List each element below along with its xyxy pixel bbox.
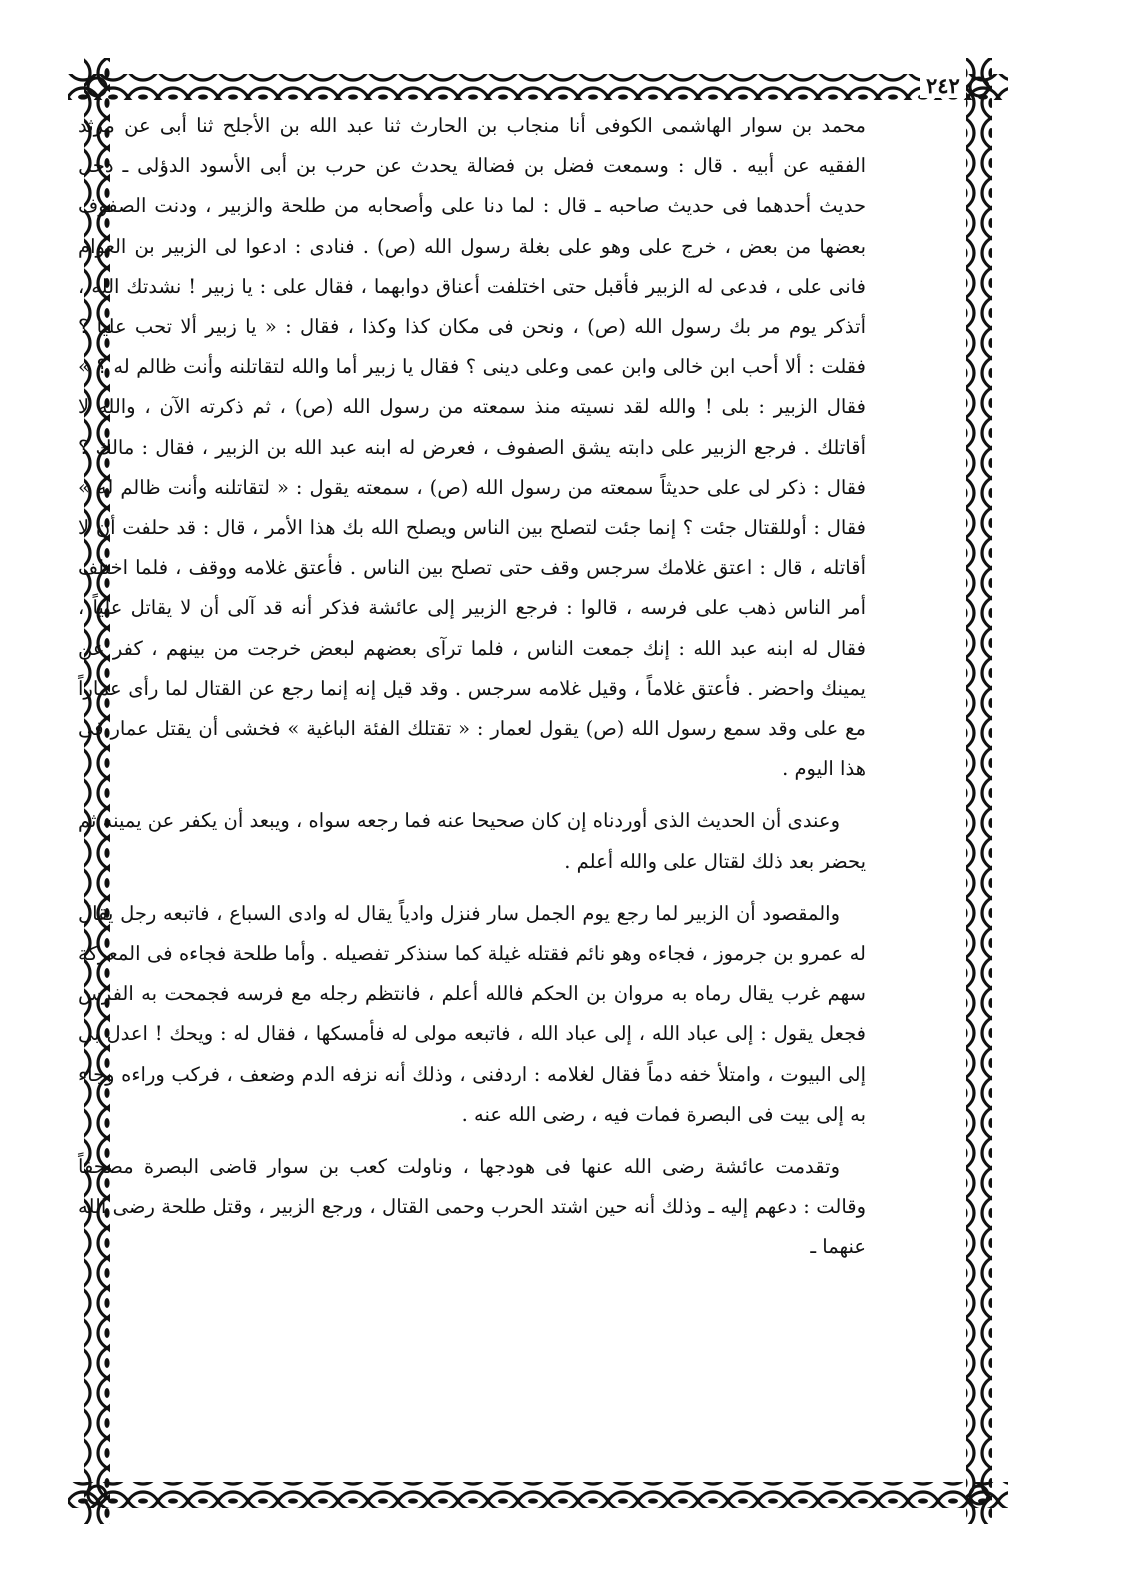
body-text bbox=[78, 106, 866, 1268]
paragraph-4: وتقدمت عائشة رضى الله عنها فى هودجها ، وناولت كعب بن سوار قاضى البصرة مصحفاً وقالت : دعهم إليه ـ وذلك أنه حين اشتد الحرب وحمى القتال ، ورجع الزبير ، وقتل طلحة رضى الله عنهما ـ bbox=[78, 1155, 866, 1259]
paragraph-2: وعندى أن الحديث الذى أوردناه إن كان صحيحا عنه فما رجعه سواه ، ويبعد أن يكفر عن يمينه ثم يحضر بعد ذلك لقتال على والله أعلم . bbox=[78, 809, 866, 873]
page-number: ٢٤٢ bbox=[920, 74, 966, 98]
paragraph-1: محمد بن سوار الهاشمى الكوفى أنا منجاب بن الحارث ثنا عبد الله بن الأجلح ثنا أبى عن مرثد الفقيه عن أبيه . قال : وسمعت فضل بن فضالة يحدث عن حرب بن أبى الأسود الدؤلى ـ دخل حديث أحدهما فى حديث صاحبه ـ قال : لما دنا على وأصحابه من طلحة والزبير ، ودنت الصفوف بعضها من بعض ، خرج على وهو على بغلة رسول الله (ص) . فنادى : ادعوا لى الزبير بن العوام فانى على ، فدعى له الزبير فأقبل حتى اختلفت أعناق دوابهما ، فقال على : يا زبير ! نشدتك الله ، أتذكر يوم مر بك رسول الله (ص) ، ونحن فى مكان كذا وكذا ، فقال : « يا زبير ألا تحب عليا ؟ فقلت : ألا أحب ابن خالى وابن عمى وعلى دينى ؟ فقال يا زبير أما والله لتقاتلنه وأنت ظالم له ؟ » فقال الزبير : بلى ! والله لقد نسيته منذ سمعته من رسول الله (ص) ، ثم ذكرته الآن ، والله لا أقاتلك . فرجع الزبير على دابته يشق الصفوف ، فعرض له ابنه عبد الله بن الزبير ، فقال : مالك ؟ فقال : ذكر لى على حديثاً سمعته من رسول الله (ص) ، سمعته يقول : « لتقاتلنه وأنت ظالم له » فقال : أوللقتال جئت ؟ إنما جئت لتصلح بين الناس ويصلح الله بك هذا الأمر ، قال : قد حلفت أن لا أقاتله ، قال : اعتق غلامك سرجس وقف حتى تصلح بين الناس . فأعتق غلامه ووقف ، فلما اختلف أمر الناس ذهب على فرسه ، قالوا : فرجع الزبير إلى عائشة فذكر أنه قد آلى أن لا يقاتل علياً ، فقال له ابنه عبد الله : إنك جمعت الناس ، فلما ترآى بعضهم لبعض خرجت من بينهم ، كفر عن يمينك واحضر . فأعتق غلاماً ، وقيل غلامه سرجس . وقد قيل إنه إنما رجع عن القتال لما رأى عماراً مع على وقد سمع رسول الله (ص) يقول لعمار : « تقتلك الفئة الباغية » فخشى أن يقتل عمار فى هذا اليوم . bbox=[78, 114, 866, 781]
paragraph-3: والمقصود أن الزبير لما رجع يوم الجمل سار فنزل وادياً يقال له وادى السباع ، فاتبعه رجل يقال له عمرو بن جرموز ، فجاءه وهو نائم فقتله غيلة كما سنذكر تفصيله . وأما طلحة فجاءه فى المعركة سهم غرب يقال رماه به مروان بن الحكم فالله أعلم ، فانتظم رجله مع فرسه فجمحت به الفرس فجعل يقول : إلى عباد الله ، إلى عباد الله ، فاتبعه مولى له فأمسكها ، فقال له : ويحك ! اعدل بى إلى البيوت ، وامتلأ خفه دماً فقال لغلامه : اردفنى ، وذلك أنه نزفه الدم وضعف ، فركب وراءه وجاء به إلى بيت فى البصرة فمات فيه ، رضى الله عنه . bbox=[78, 901, 866, 1126]
